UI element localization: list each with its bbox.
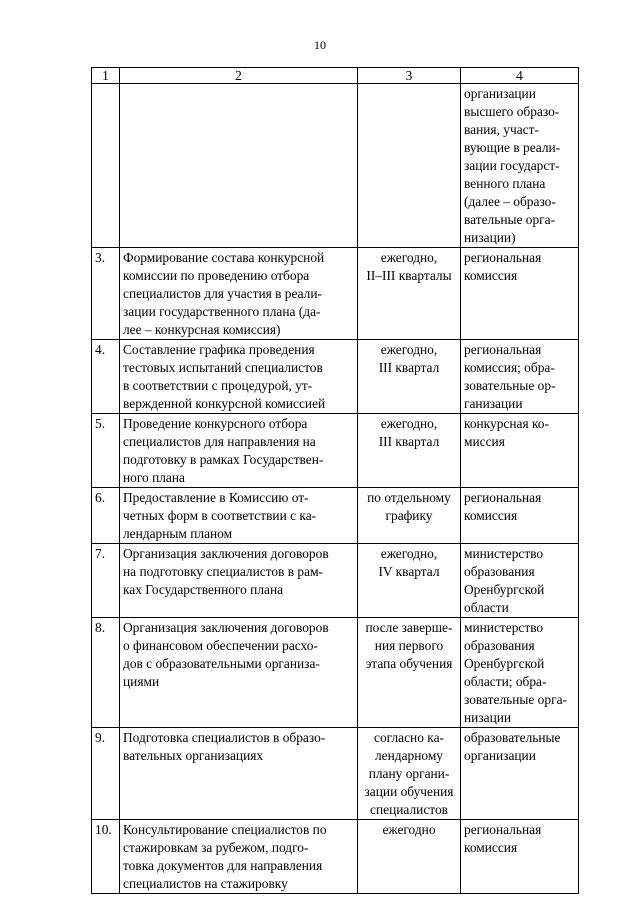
table-row	[92, 414, 579, 488]
cell-line: комиссия	[464, 268, 518, 283]
row-number-cell: 7.	[92, 544, 120, 618]
cell-line: комиссия	[464, 508, 518, 523]
cell-line: лендарному	[374, 748, 444, 763]
cell-line: ного плана	[123, 470, 185, 485]
cell-line: (далее – образо-	[464, 194, 556, 209]
cell-line: II–III кварталы	[366, 268, 452, 283]
cell-line: зации государст-	[464, 158, 560, 173]
table-row	[92, 488, 579, 544]
cell-line: Оренбургской	[464, 656, 545, 671]
table-row	[92, 618, 579, 728]
cell-line: венного плана	[464, 176, 546, 191]
responsible-cell	[461, 414, 579, 488]
cell-line: низации	[464, 710, 512, 725]
task-cell	[120, 340, 358, 414]
task-cell	[120, 488, 358, 544]
cell-line: после заверше-	[365, 620, 453, 635]
row-number-cell: 9.	[92, 728, 120, 820]
cell-line: ежегодно,	[380, 546, 438, 561]
cell-line: вующие в реали-	[464, 140, 561, 155]
header-cell: 4	[461, 68, 579, 84]
table-row	[92, 248, 579, 340]
table-row	[92, 820, 579, 894]
task-cell	[120, 820, 358, 894]
row-number-cell: 4.	[92, 340, 120, 414]
task-cell	[120, 84, 358, 248]
cell-line: графику	[385, 508, 433, 523]
cell-line: министерство	[464, 620, 544, 635]
cell-line: образования	[464, 638, 535, 653]
responsible-cell	[461, 544, 579, 618]
cell-line: зовательные орга-	[464, 692, 567, 707]
responsible-cell	[461, 488, 579, 544]
cell-line: низации)	[464, 230, 516, 245]
cell-line: региональная	[464, 342, 542, 357]
cell-line: области; обра-	[464, 674, 547, 689]
cell-line: лендарным планом	[123, 526, 233, 541]
deadline-cell	[358, 618, 461, 728]
cell-line: IV квартал	[378, 564, 440, 579]
cell-line: области	[464, 600, 509, 615]
row-number-cell: 8.	[92, 618, 120, 728]
header-cell: 1	[92, 68, 120, 84]
cell-line: в соответствии с процедурой, ут-	[123, 378, 313, 393]
deadline-cell	[358, 488, 461, 544]
table-row	[92, 544, 579, 618]
cell-line: циями	[123, 674, 160, 689]
deadline-cell	[358, 414, 461, 488]
cell-line: специалистов	[370, 802, 448, 817]
cell-line: ежегодно,	[380, 416, 438, 431]
cell-line: по отдельному	[367, 490, 451, 505]
cell-line: комиссия; обра-	[464, 360, 555, 375]
row-number-cell: 3.	[92, 248, 120, 340]
cell-line: вержденной конкурсной комиссией	[123, 396, 326, 411]
cell-line: плану органи-	[368, 766, 450, 781]
cell-line: комиссия	[464, 840, 518, 855]
header-cell: 3	[358, 68, 461, 84]
cell-line: III квартал	[378, 360, 440, 375]
task-cell	[120, 618, 358, 728]
cell-line: на подготовку специалистов в рам-	[123, 564, 323, 579]
cell-line: ежегодно	[382, 822, 436, 837]
cell-line: согласно ка-	[374, 730, 444, 745]
cell-line: зации обучения	[364, 784, 454, 799]
cell-line: организации	[464, 748, 536, 763]
cell-line: ежегодно,	[380, 342, 438, 357]
cell-line: этапа обучения	[365, 656, 453, 671]
responsible-cell	[461, 618, 579, 728]
cell-line: Организация заключения договоров	[123, 620, 329, 635]
cell-line: о финансовом обеспечении расхо-	[123, 638, 318, 653]
table-row	[92, 340, 579, 414]
cell-line: специалистов для участия в реали-	[123, 286, 322, 301]
cell-line: региональная	[464, 250, 542, 265]
cell-line: министерство	[464, 546, 544, 561]
cell-line: региональная	[464, 822, 542, 837]
cell-line: Оренбургской	[464, 582, 545, 597]
cell-line: Составление графика проведения	[123, 342, 315, 357]
cell-line: III квартал	[378, 434, 440, 449]
cell-line: тестовых испытаний специалистов	[123, 360, 323, 375]
cell-line: вания, участ-	[464, 122, 539, 137]
cell-line: Предоставление в Комиссию от-	[123, 490, 309, 505]
cell-line: организации	[464, 86, 536, 101]
table-row	[92, 84, 579, 248]
row-number-cell: 10.	[92, 820, 120, 894]
cell-line: четных форм в соответствии с ка-	[123, 508, 317, 523]
cell-line: специалистов на стажировку	[123, 876, 288, 891]
cell-line: ежегодно,	[380, 250, 438, 265]
cell-line: вательные орга-	[464, 212, 556, 227]
deadline-cell	[358, 820, 461, 894]
deadline-cell	[358, 340, 461, 414]
deadline-cell	[358, 728, 461, 820]
cell-line: миссия	[464, 434, 505, 449]
responsible-cell	[461, 84, 579, 248]
cell-line: стажировкам за рубежом, подго-	[123, 840, 309, 855]
deadline-cell	[358, 248, 461, 340]
task-cell	[120, 728, 358, 820]
deadline-cell	[358, 84, 461, 248]
cell-line: ния первого	[374, 638, 444, 653]
cell-line: высшего образо-	[464, 104, 560, 119]
cell-line: Организация заключения договоров	[123, 546, 329, 561]
responsible-cell	[461, 820, 579, 894]
cell-line: вательных организациях	[123, 748, 264, 763]
deadline-cell	[358, 544, 461, 618]
responsible-cell	[461, 728, 579, 820]
task-cell	[120, 248, 358, 340]
table-row	[92, 728, 579, 820]
table-header-row	[92, 68, 579, 84]
cell-line: Консультирование специалистов по	[123, 822, 327, 837]
cell-line: образования	[464, 564, 535, 579]
header-cell: 2	[120, 68, 358, 84]
responsible-cell	[461, 340, 579, 414]
cell-line: ках Государственного плана	[123, 582, 284, 597]
cell-line: лее – конкурсная комиссия)	[123, 322, 281, 337]
cell-line: комиссии по проведению отбора	[123, 268, 310, 283]
cell-line: дов с образовательными организа-	[123, 656, 320, 671]
cell-line: подготовку в рамках Государствен-	[123, 452, 324, 467]
cell-line: образовательные	[464, 730, 561, 745]
cell-line: региональная	[464, 490, 542, 505]
cell-line: специалистов для направления на	[123, 434, 316, 449]
responsible-cell	[461, 248, 579, 340]
plan-table	[91, 67, 579, 894]
row-number-cell: 5.	[92, 414, 120, 488]
cell-line: Формирование состава конкурсной	[123, 250, 325, 265]
cell-line: зации государственного плана (да-	[123, 304, 321, 319]
cell-line: конкурсная ко-	[464, 416, 549, 431]
row-number-cell	[92, 84, 120, 248]
task-cell	[120, 544, 358, 618]
cell-line: ганизации	[464, 396, 523, 411]
task-cell	[120, 414, 358, 488]
page-number: 10	[314, 38, 326, 52]
cell-line: Проведение конкурсного отбора	[123, 416, 308, 431]
row-number-cell: 6.	[92, 488, 120, 544]
cell-line: Подготовка специалистов в образо-	[123, 730, 326, 745]
cell-line: зовательные ор-	[464, 378, 556, 393]
cell-line: товка документов для направления	[123, 858, 323, 873]
